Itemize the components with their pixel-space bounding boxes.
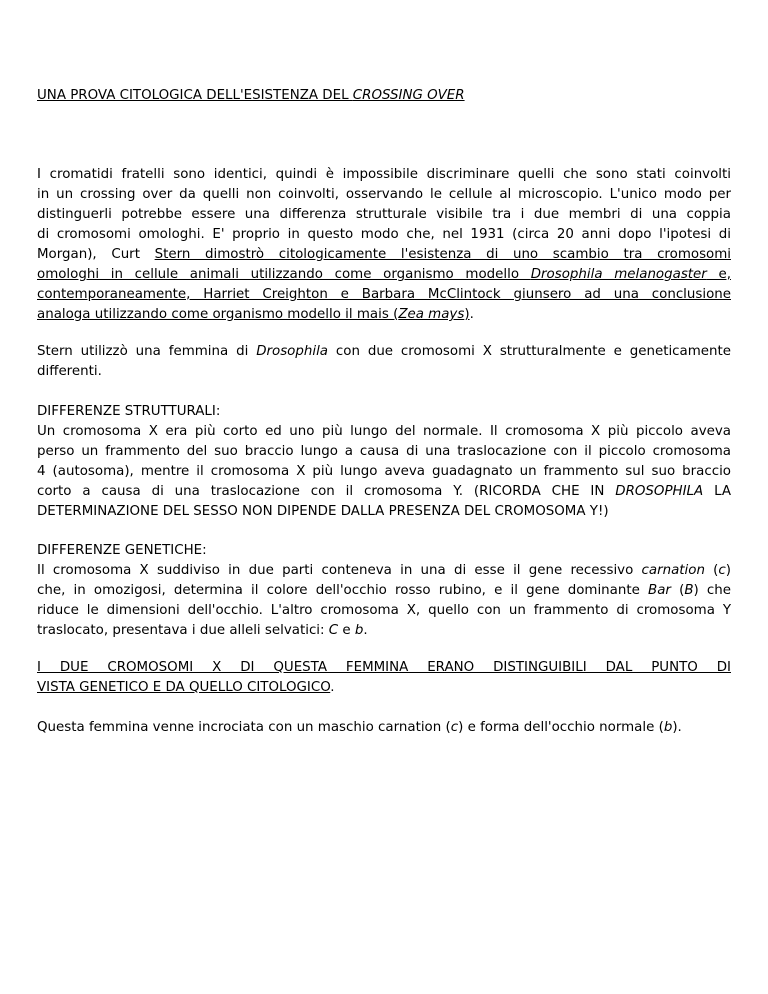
paragraph-line [37, 581, 731, 601]
text-span: omologhi in cellule animali utilizzando come organismo modello [37, 267, 531, 282]
paragraph-line: riduce le dimensioni dell'occhio. L'altro cromosoma X, quello con un frammento di cromosoma Y [37, 603, 731, 618]
text-span: ( [704, 563, 719, 578]
italic-text: Drosophila melanogaster [530, 267, 707, 282]
paragraph-line [37, 678, 731, 698]
italic-text: B [684, 583, 694, 598]
paragraph-line [37, 658, 731, 678]
text-span: ) e forma dell'occhio normale ( [458, 720, 664, 735]
underlined-text: Stern dimostrò citologicamente l'esistenza di uno scambio tra cromosomi [154, 247, 731, 262]
text-span: Stern utilizzò una femmina di [37, 344, 257, 359]
paragraph-line: perso un frammento del suo braccio lungo a causa di una traslocazione con il piccolo cromosoma [37, 444, 731, 459]
underlined-text [37, 307, 470, 322]
paragraph-conclusion [37, 658, 731, 698]
paragraph-line: in un crossing over da quelli non coinvolti, osservando le cellule al microscopio. L'unico modo per [37, 187, 731, 202]
text-span: ). [672, 720, 682, 735]
text-span: con due cromosomi X strutturalmente e geneticamente [328, 344, 731, 359]
paragraph-line [37, 245, 731, 265]
italic-text: Drosophila [256, 344, 328, 359]
paragraph-line [37, 561, 731, 581]
paragraph-intro [37, 165, 731, 325]
paragraph-line [37, 305, 731, 325]
paragraph-line [37, 265, 731, 285]
italic-text: carnation [641, 563, 705, 578]
paragraph-line [37, 482, 731, 502]
text-span: Questa femmina venne incrociata con un maschio carnation ( [37, 720, 451, 735]
paragraph-line: di cromosomi omologhi. E' proprio in questo modo che, nel 1931 (circa 20 anni dopo l'ipotesi di [37, 227, 731, 242]
paragraph-line: DETERMINAZIONE DEL SESSO NON DIPENDE DALLA PRESENZA DEL CROMOSOMA Y!) [37, 504, 609, 519]
italic-text: Bar [648, 583, 671, 598]
italic-text: Zea mays [398, 307, 465, 322]
underlined-text: contemporaneamente, Harriet Creighton e Barbara McClintock giunsero ad una conclusione [37, 287, 731, 302]
paragraph-line: differenti. [37, 364, 102, 379]
paragraph-line [37, 285, 731, 305]
italic-text: DROSOPHILA [615, 484, 704, 499]
text-span: ( [670, 583, 685, 598]
paragraph-line: Un cromosoma X era più corto ed uno più lungo del normale. Il cromosoma X più piccolo aveva [37, 424, 731, 439]
paragraph-line [37, 621, 731, 641]
text-span: corto a causa di una traslocazione con il cromosoma Y. (RICORDA CHE IN [37, 484, 616, 499]
text-span: analoga utilizzando come organismo modello il mais ( [37, 307, 399, 322]
text-span: ) che [693, 583, 731, 598]
text-span: che, in omozigosi, determina il colore dell'occhio rosso rubino, e il gene dominante [37, 583, 649, 598]
title-italic-text: CROSSING OVER [352, 88, 465, 103]
text-span: Il cromosoma X suddiviso in due parti conteneva in una di esse il gene recessivo [37, 563, 642, 578]
text-span: ) [464, 307, 470, 322]
italic-text: c [718, 563, 726, 578]
text-span: e, [706, 267, 731, 282]
text-span: traslocato, presentava i due alleli selvatici: [37, 623, 329, 638]
text-span: . [469, 307, 474, 322]
paragraph-structural [37, 402, 731, 522]
paragraph-line: I cromatidi fratelli sono identici, quindi è impossibile discriminare quelli che sono stati coinvolti [37, 167, 731, 182]
paragraph-line [37, 718, 731, 738]
section-heading: DIFFERENZE GENETICHE: [37, 543, 207, 558]
text-span: . [330, 680, 335, 695]
page-title [37, 86, 731, 106]
title-text: UNA PROVA CITOLOGICA DELL'ESISTENZA DEL [37, 88, 353, 103]
paragraph-line [37, 342, 731, 362]
italic-text: b [663, 720, 673, 735]
text-span: LA [703, 484, 731, 499]
text-span: ) [725, 563, 731, 578]
paragraph-cross [37, 718, 731, 738]
underlined-text [37, 267, 731, 282]
text-span: . [363, 623, 368, 638]
paragraph-line: distinguerli potrebbe essere una differenza strutturale visibile tra i due membri di una coppia [37, 207, 731, 222]
section-heading: DIFFERENZE STRUTTURALI: [37, 404, 221, 419]
italic-text: b [354, 623, 364, 638]
italic-text: C [328, 623, 339, 638]
paragraph-genetic [37, 541, 731, 641]
italic-text: c [450, 720, 459, 735]
text-span: Morgan), Curt [37, 247, 155, 262]
paragraph-stern [37, 342, 731, 382]
underlined-text: VISTA GENETICO E DA QUELLO CITOLOGICO [37, 680, 331, 695]
text-span: e [338, 623, 355, 638]
paragraph-line: 4 (autosoma), mentre il cromosoma X più lungo aveva guadagnato un frammento sul suo braccio [37, 464, 731, 479]
underlined-text: I DUE CROMOSOMI X DI QUESTA FEMMINA ERANO DISTINGUIBILI DAL PUNTO DI [37, 660, 731, 675]
